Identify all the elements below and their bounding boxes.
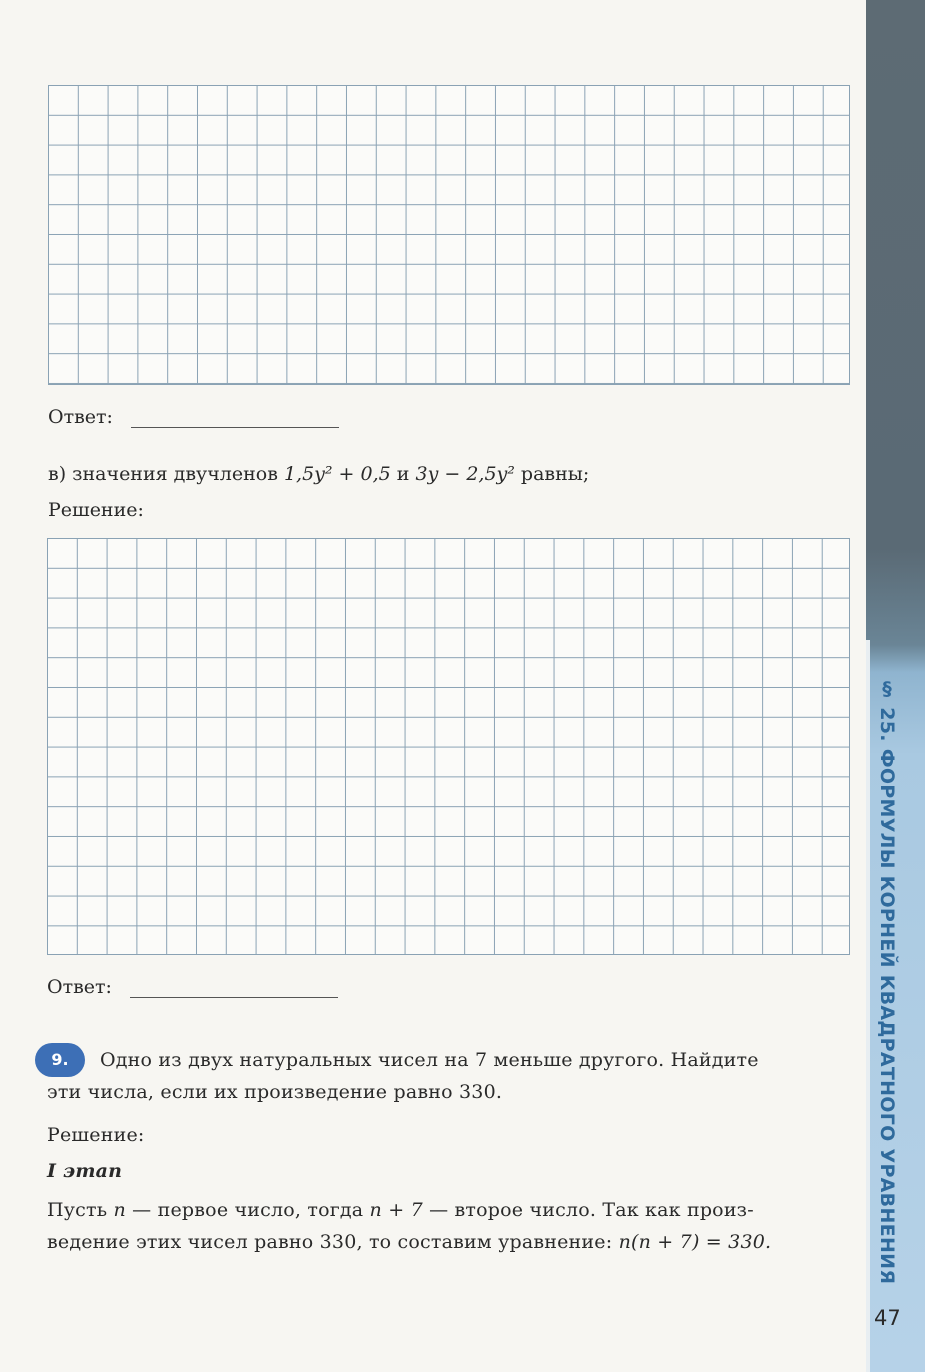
part-v-prefix: в) значения двучленов [48,463,284,485]
part-v-statement [48,463,589,485]
answer-label-v: Ответ: [47,976,112,998]
solution-label-v: Решение: [48,499,144,521]
equation: n(n + 7) = 330. [618,1231,772,1253]
para2-text-a: ведение этих чисел равно 330, то составим уравнение: [47,1231,619,1253]
part-v-suffix: равны; [514,463,590,485]
para1-text-b: — первое число, тогда [125,1199,370,1221]
answer-line-v[interactable] [130,997,338,998]
answer-grid-b[interactable] [48,85,850,385]
solution-label-task9: Решение: [47,1124,145,1146]
page-number: 47 [874,1306,901,1330]
part-v-expr1: 1,5y² + 0,5 [283,463,391,485]
part-v-expr2: 3y − 2,5y² [415,463,515,485]
chapter-title: § 25. ФОРМУЛЫ КОРНЕЙ КВАДРАТНОГО УРАВНЕНИЯ [876,678,898,1285]
para1-text-c: — второе число. Так как произ- [422,1199,754,1221]
para1-text-a: Пусть [47,1199,114,1221]
task9-line2: эти числа, если их произведение равно 330. [47,1081,503,1103]
part-v-conj: и [390,463,416,485]
stage-paragraph-line2 [47,1227,771,1257]
answer-line-b[interactable] [131,427,339,428]
expr-n-plus-7: n + 7 [369,1199,423,1221]
stage-label: I этап [47,1160,123,1182]
side-band-stripe [866,640,870,1372]
var-n: n [113,1199,126,1221]
solution-grid-v[interactable] [47,538,850,955]
answer-label-b: Ответ: [48,406,113,428]
task-number-badge: 9. [35,1043,85,1077]
stage-paragraph-line1 [47,1195,754,1225]
task9-line1: Одно из двух натуральных чисел на 7 меньше другого. Найдите [100,1049,759,1071]
